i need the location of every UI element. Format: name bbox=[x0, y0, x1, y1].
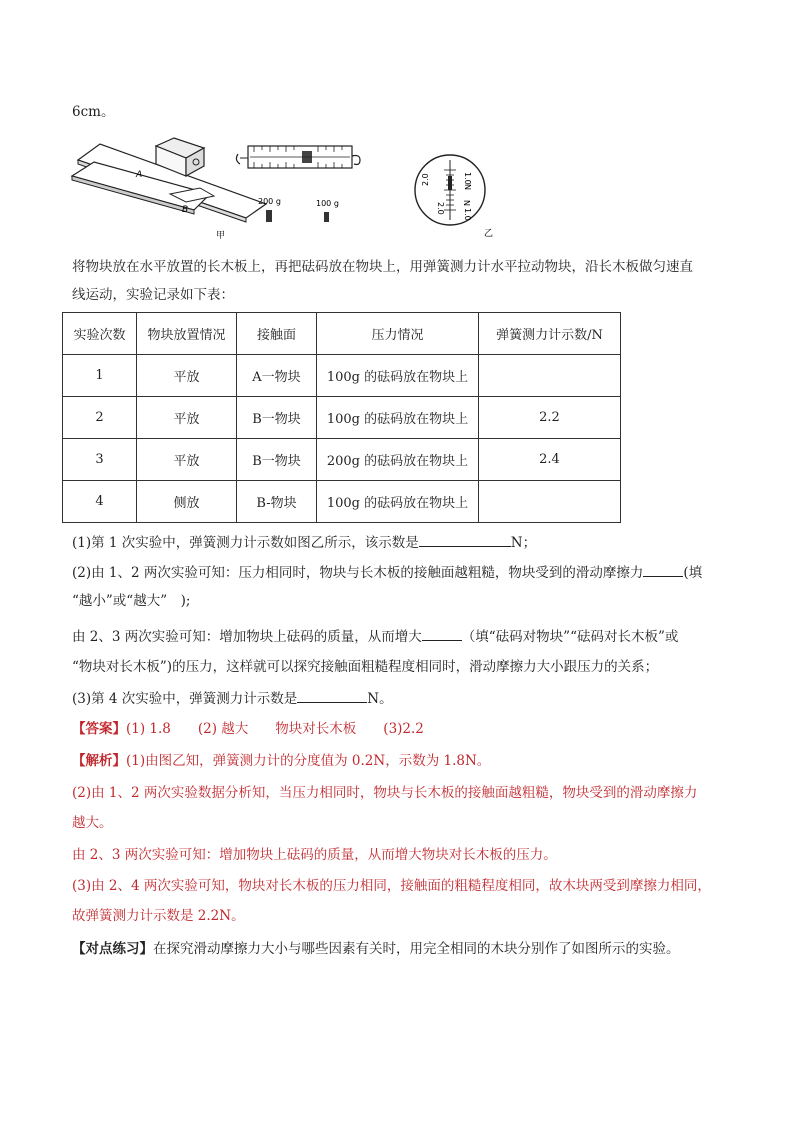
practice-section bbox=[72, 940, 680, 958]
question-3 bbox=[72, 689, 393, 708]
table-row bbox=[63, 355, 621, 397]
question-2d-text: 由 2、3 两次实验可知：增加物块上砝码的质量，从而增大 bbox=[72, 629, 422, 645]
table-cell: B一物块 bbox=[237, 439, 317, 481]
analysis-line-5: (3)由 2、4 两次实验可知，物块对长木板的压力相同，接触面的粗糙程度相同，故木块两受到摩擦力相同， bbox=[72, 878, 711, 894]
dial-label-6: 1.0 bbox=[463, 208, 472, 221]
board-b-label: B bbox=[182, 205, 189, 215]
table-header-cell: 接触面 bbox=[237, 313, 317, 355]
table-cell: 平放 bbox=[137, 355, 237, 397]
table-cell: 100g 的砝码放在物块上 bbox=[317, 397, 479, 439]
table-cell: 2.2 bbox=[479, 397, 621, 439]
question-2d bbox=[72, 627, 678, 646]
table-row bbox=[63, 439, 621, 481]
question-2-options: “越小”或“越大” ); bbox=[72, 593, 191, 609]
analysis-text-1: (1)由图乙知，弹簧测力计的分度值为 0.2N，示数为 1.8N。 bbox=[126, 753, 491, 769]
practice-text: 在探究滑动摩擦力大小与哪些因素有关时，用完全相同的木块分别作了如图所示的实验。 bbox=[153, 941, 680, 957]
analysis-line-6: 故弹簧测力计示数是 2.2N。 bbox=[72, 908, 245, 924]
answer-label: 【答案】 bbox=[72, 721, 126, 737]
analysis-line-3: 越大。 bbox=[72, 815, 113, 831]
dial-label-5: 2.0 bbox=[436, 202, 445, 215]
table-header-cell: 实验次数 bbox=[63, 313, 137, 355]
top-fragment: 6cm。 bbox=[72, 104, 115, 120]
analysis-line-4: 由 2、3 两次实验可知：增加物块上砝码的质量，从而增大物块对长木板的压力。 bbox=[72, 847, 557, 863]
table-cell: 100g 的砝码放在物块上 bbox=[317, 481, 479, 523]
weight-200-label: 200 g bbox=[258, 197, 281, 206]
analysis-label: 【解析】 bbox=[72, 753, 126, 769]
table-header-row bbox=[63, 313, 621, 355]
analysis-line-1 bbox=[72, 752, 490, 770]
question-1-unit: N； bbox=[510, 535, 537, 551]
weight-100g bbox=[324, 212, 329, 222]
table-cell: 100g 的砝码放在物块上 bbox=[317, 355, 479, 397]
table-cell: 3 bbox=[63, 439, 137, 481]
answer-text: (1) 1.8 (2) 越大 物块对长木板 (3)2.2 bbox=[126, 721, 424, 737]
intro-line-1: 将物块放在水平放置的长木板上，再把砝码放在物块上，用弹簧测力计水平拉动物块，沿长木板做匀速直 bbox=[72, 259, 693, 275]
dial-pointer bbox=[448, 176, 452, 190]
table-cell: B一物块 bbox=[237, 397, 317, 439]
question-3-text: (3)第 4 次实验中，弹簧测力计示数是 bbox=[72, 691, 298, 707]
question-2 bbox=[72, 563, 702, 582]
table-row bbox=[63, 481, 621, 523]
board-a-label: A bbox=[136, 170, 143, 180]
table-cell: A一物块 bbox=[237, 355, 317, 397]
table-header-cell: 压力情况 bbox=[317, 313, 479, 355]
figure-jia bbox=[70, 132, 370, 244]
table-row bbox=[63, 397, 621, 439]
figure-yi bbox=[410, 150, 510, 242]
answer-blank-2[interactable] bbox=[643, 563, 683, 577]
dial-label-1: 2.0 bbox=[421, 173, 430, 186]
table-cell: 1 bbox=[63, 355, 137, 397]
dial-label-4: N bbox=[462, 200, 471, 206]
table-cell bbox=[479, 481, 621, 523]
table-cell: 平放 bbox=[137, 397, 237, 439]
figure-jia-label: 甲 bbox=[216, 231, 226, 241]
table-cell bbox=[479, 355, 621, 397]
weight-200g bbox=[266, 210, 272, 222]
question-2d-continued: “物块对长木板”)的压力，这样就可以探究接触面粗糙程度相同时，滑动摩擦力大小跟压力的关系； bbox=[72, 659, 659, 675]
experiment-table bbox=[62, 312, 621, 523]
table-header-cell: 物块放置情况 bbox=[137, 313, 237, 355]
question-2-tail: (填 bbox=[683, 565, 703, 581]
dial-label-3: N bbox=[463, 184, 472, 190]
spring-scale-illustration bbox=[236, 146, 360, 168]
figure-yi-label: 乙 bbox=[484, 229, 494, 239]
table-cell: 平放 bbox=[137, 439, 237, 481]
question-2-text: (2)由 1、2 两次实验可知：压力相同时，物块与长木板的接触面越粗糙，物块受到的滑动摩擦力 bbox=[72, 565, 644, 581]
answer-section bbox=[72, 720, 424, 738]
answer-blank-3[interactable] bbox=[422, 627, 462, 641]
weight-100-label: 100 g bbox=[316, 199, 339, 208]
intro-line-2: 线运动，实验记录如下表： bbox=[72, 287, 234, 303]
table-cell: 4 bbox=[63, 481, 137, 523]
table-cell: 侧放 bbox=[137, 481, 237, 523]
question-1-text: (1)第 1 次实验中，弹簧测力计示数如图乙所示，该示数是 bbox=[72, 535, 419, 551]
table-header-cell: 弹簧测力计示数/N bbox=[479, 313, 621, 355]
analysis-line-2: (2)由 1、2 两次实验数据分析知，当压力相同时，物块与长木板的接触面越粗糙，物块受到的滑动摩擦力 bbox=[72, 785, 698, 801]
question-2d-tail: （填“砝码对物块”“砝码对长木板”或 bbox=[461, 629, 679, 645]
answer-blank-1[interactable] bbox=[419, 533, 511, 547]
table-cell: 2.4 bbox=[479, 439, 621, 481]
table-cell: B-物块 bbox=[237, 481, 317, 523]
answer-blank-4[interactable] bbox=[297, 689, 367, 703]
dial-label-2: 1.0 bbox=[463, 172, 472, 185]
question-1 bbox=[72, 533, 536, 552]
practice-label: 【对点练习】 bbox=[72, 941, 153, 957]
question-3-unit: N。 bbox=[367, 691, 393, 707]
table-cell: 200g 的砝码放在物块上 bbox=[317, 439, 479, 481]
table-cell: 2 bbox=[63, 397, 137, 439]
